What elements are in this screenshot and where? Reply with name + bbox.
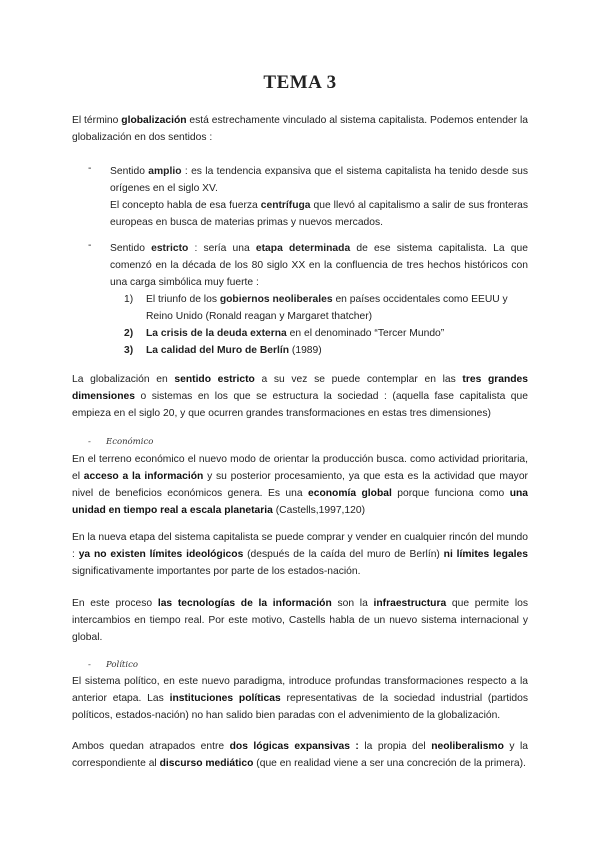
- subheading-economico: - Económico: [88, 437, 154, 447]
- subheading-politico: - Político: [88, 660, 138, 670]
- paragraph-politico-2: Ambos quedan atrapados entre dos lógicas expansivas : la propia del neoliberalismo y la correspondiente al discurso mediático (que en realidad viene a ser una concreción de la primera).: [72, 741, 529, 769]
- page-title: TEMA 3: [263, 72, 337, 93]
- paragraph-economico-3: En este proceso las tecnologías de la información son la infraestructura que permite los intercambios en tiempo real. Por este motivo, Castells habla de un nuevo sistema internacional y global.: [72, 598, 529, 643]
- numbered-item: 2) La crisis de la deuda externa en el denominado “Tercer Mundo”: [124, 328, 445, 339]
- paragraph-economico-1: En el terreno económico el nuevo modo de orientar la producción busca. como actividad prioritaria, el acceso a la información y su posterior procesamiento, ya que esta es la actividad que mayor nivel de beneficios económicos genera. Es una economía global porque funciona como una unidad en tiempo real a escala planetaria (Castells,1997,120): [72, 454, 528, 516]
- sentido-amplio-item: Sentido amplio : es la tendencia expansiva que el sistema capitalista ha tenido desde sus orígenes en el siglo XV. El concepto habla de esa fuerza centrífuga que llevó al capitalismo a salir de sus fronteras europeas en busca de materias primas y nuevos mercados.: [110, 166, 529, 228]
- paragraph-sentido-estricto: La globalización en sentido estricto a su vez se puede contemplar en las tres grandes dimensiones o sistemas en los que se estructura la sociedad : (aquella fase capitalista que empieza en el siglo 20, y que ocurren grandes transformaciones en estas tres dimensiones): [72, 374, 529, 419]
- sentido-estricto-item: Sentido estricto : sería una etapa determinada de ese sistema capitalista. La que comenzó en la década de los 80 siglo XX en la confluencia de tres hechos históricos con una carga simbólica muy fuerte :: [110, 243, 528, 288]
- intro-paragraph: El término globalización está estrechamente vinculado al sistema capitalista. Podemos entender la globalización en dos sentidos :: [72, 115, 528, 143]
- bullet-dash: -: [88, 240, 92, 251]
- numbered-item: 3) La calidad del Muro de Berlín (1989): [124, 345, 322, 356]
- paragraph-politico-1: El sistema político, en este nuevo paradigma, introduce profundas transformaciones respecto a la anterior etapa. Las instituciones políticas representativas de la sociedad industrial (partidos políticos, estados-nación) no han salido bien paradas con el advenimiento de la globalización.: [72, 676, 528, 721]
- numbered-item: 1) El triunfo de los gobiernos neoliberales en países occidentales como EEUU y Reino Unido (Ronald reagan y Margaret thatcher): [124, 294, 508, 322]
- paragraph-economico-2: En la nueva etapa del sistema capitalista se puede comprar y vender en cualquier rincón del mundo : ya no existen límites ideológicos (después de la caída del muro de Berlín) ni límites legales significativamente importantes por parte de los estados-nación.: [72, 532, 528, 577]
- bullet-dash: -: [88, 163, 92, 174]
